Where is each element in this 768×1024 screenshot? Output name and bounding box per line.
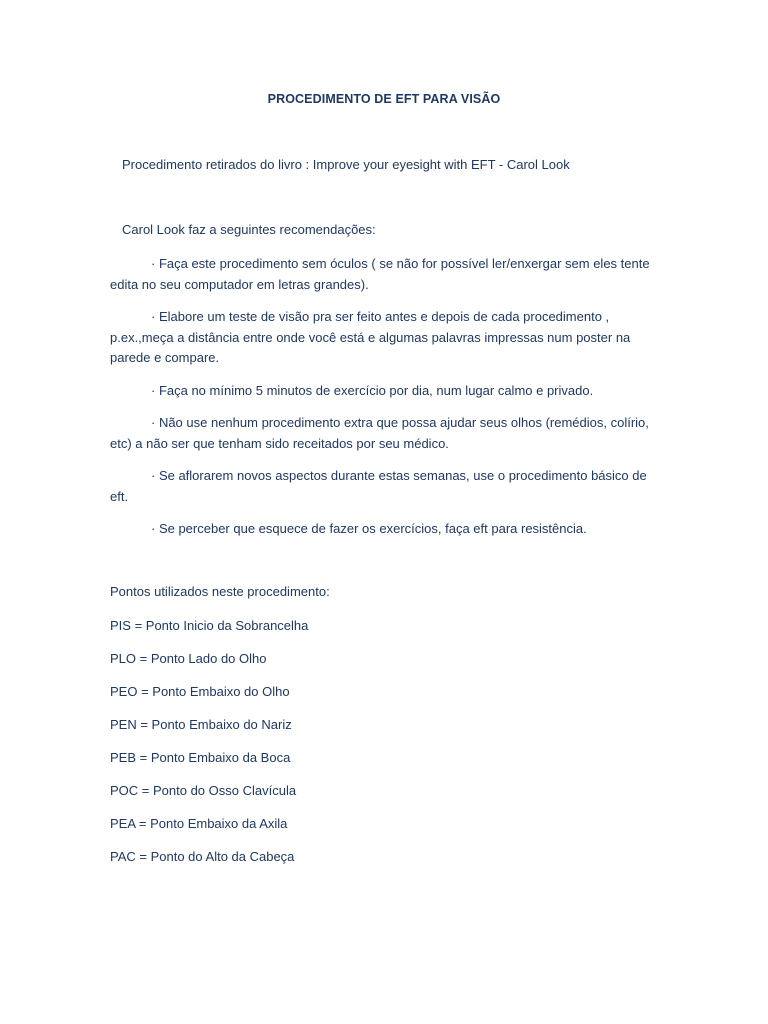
recommendation-item: · Faça este procedimento sem óculos ( se não for possível ler/enxergar sem eles tente edita no seu computador em letras grandes). (110, 256, 650, 292)
recommendations-list (110, 254, 655, 552)
recommendation-item: · Se perceber que esquece de fazer os exercícios, faça eft para resistência. (151, 521, 587, 536)
points-list (110, 617, 308, 881)
recommendation-item: · Não use nenhum procedimento extra que possa ajudar seus olhos (remédios, colírio, etc) a não ser que tenham sido receitados por seu médico. (110, 415, 649, 451)
point-item: PLO = Ponto Lado do Olho (110, 651, 267, 666)
recommendations-heading: Carol Look faz a seguintes recomendações: (122, 222, 376, 237)
point-item: PEB = Ponto Embaixo da Boca (110, 750, 291, 765)
point-item: PEN = Ponto Embaixo do Nariz (110, 717, 292, 732)
recommendation-item: · Se aflorarem novos aspectos durante estas semanas, use o procedimento básico de eft. (110, 468, 647, 504)
point-item: PEA = Ponto Embaixo da Axila (110, 816, 288, 831)
point-item: PAC = Ponto do Alto da Cabeça (110, 849, 295, 864)
point-item: POC = Ponto do Osso Clavícula (110, 783, 297, 798)
point-item: PEO = Ponto Embaixo do Olho (110, 684, 290, 699)
points-heading: Pontos utilizados neste procedimento: (110, 584, 330, 599)
point-item: PIS = Ponto Inicio da Sobrancelha (110, 618, 309, 633)
source-line: Procedimento retirados do livro : Improve your eyesight with EFT - Carol Look (122, 157, 570, 172)
recommendation-item: · Faça no mínimo 5 minutos de exercício por dia, num lugar calmo e privado. (151, 382, 594, 398)
document-title: PROCEDIMENTO DE EFT PARA VISÃO (267, 92, 501, 106)
recommendation-item: · Elabore um teste de visão pra ser feito antes e depois de cada procedimento , p.ex.,meça a distância entre onde você está e algumas palavras impressas num poster na parede e compare. (110, 309, 631, 365)
